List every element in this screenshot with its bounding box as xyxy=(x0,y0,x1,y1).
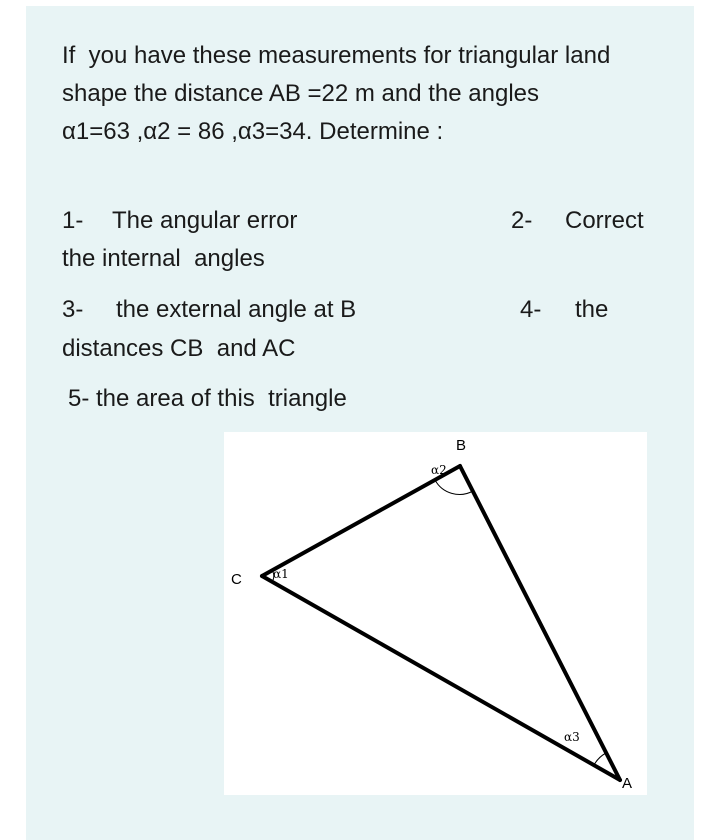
vertex-label-B: B xyxy=(456,437,467,454)
task-1-text: The angular error xyxy=(112,207,298,234)
triangle-figure xyxy=(224,432,647,795)
task-1-number: 1- xyxy=(62,207,84,234)
task-4-continuation: distances CB and AC xyxy=(62,335,296,362)
task-3-number: 3- xyxy=(62,296,84,323)
task-2-text: Correct xyxy=(565,207,644,234)
task-2-continuation: the internal angles xyxy=(62,245,265,272)
vertex-label-A: A xyxy=(622,775,633,792)
task-5-text: 5- the area of this triangle xyxy=(68,385,347,412)
angle-label-alpha2: α2 xyxy=(431,463,447,477)
intro-line-3: α1=63 ,α2 = 86 ,α3=34. Determine : xyxy=(62,118,444,145)
side-BC xyxy=(262,466,460,576)
angle-label-alpha3: α3 xyxy=(564,730,580,744)
task-4-text: the xyxy=(575,296,609,323)
task-3-text: the external angle at B xyxy=(116,296,357,323)
angle-label-alpha1: α1 xyxy=(273,567,289,581)
angle-arc-alpha3 xyxy=(594,753,606,765)
task-2-number: 2- xyxy=(511,207,533,234)
task-4-number: 4- xyxy=(520,296,542,323)
intro-line-2: shape the distance AB =22 m and the angles xyxy=(62,80,540,107)
intro-line-1: If you have these measurements for triangular land xyxy=(62,42,611,69)
vertex-label-C: C xyxy=(231,571,242,588)
